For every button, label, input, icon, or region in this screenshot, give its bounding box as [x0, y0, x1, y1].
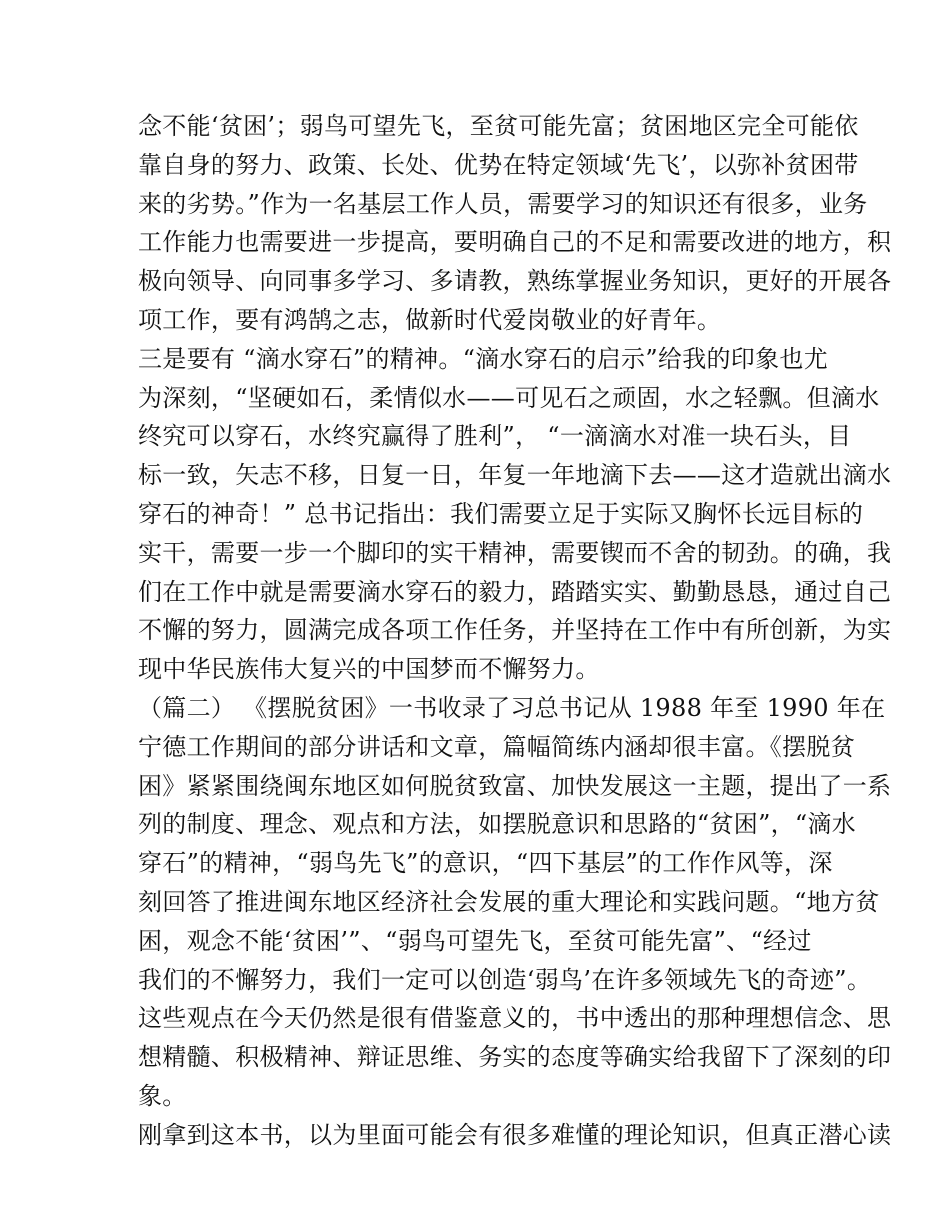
body-text [138, 107, 892, 1155]
text-line: 宁德工作期间的部分讲话和文章，篇幅简练内涵却很丰富。《摆脱贫 [138, 732, 855, 761]
text-line: 想精髓、积极精神、辩证思维、务实的态度等确实给我留下了深刻的印 [138, 1043, 892, 1072]
text-line: 穿石”的精神，“弱鸟先飞”的意识，“四下基层”的工作作风等，深 [138, 849, 833, 878]
text-line: 刻回答了推进闽东地区经济社会发展的重大理论和实践问题。“地方贫 [138, 887, 880, 916]
text-line: 这些观点在今天仍然是很有借鉴意义的，书中透出的那种理想信念、思 [138, 1004, 892, 1033]
text-line: 为深刻，“坚硬如石，柔情似水——可见石之顽固，水之轻飘。但滴水 [138, 383, 880, 412]
text-line: 项工作，要有鸿鹄之志，做新时代爱岗敬业的好青年。 [138, 305, 722, 334]
text-line: 们在工作中就是需要滴水穿石的毅力，踏踏实实、勤勤恳恳，通过自己 [138, 577, 892, 606]
text-line: 极向领导、向同事多学习、多请教，熟练掌握业务知识，更好的开展各 [138, 267, 892, 296]
text-line: 穿石的神奇！” 总书记指出：我们需要立足于实际又胸怀长远目标的 [138, 499, 864, 528]
text-line: 列的制度、理念、观点和方法，如摆脱意识和思路的“贫困”，“滴水 [138, 810, 857, 839]
text-line: 象。 [138, 1081, 187, 1110]
text-line: 现中华民族伟大复兴的中国梦而不懈努力。 [138, 655, 600, 684]
text-line: 来的劣势。”作为一名基层工作人员，需要学习的知识还有很多，业务 [138, 189, 868, 218]
text-line: 困》紧紧围绕闽东地区如何脱贫致富、加快发展这一主题，提出了一系 [138, 771, 892, 800]
text-line: 不懈的努力，圆满完成各项工作任务，并坚持在工作中有所创新，为实 [138, 616, 892, 645]
text-line: 念不能‘贫困’；弱鸟可望先飞，至贫可能先富；贫困地区完全可能依 [138, 112, 859, 140]
text-line: 实干，需要一步一个脚印的实干精神，需要锲而不舍的韧劲。的确，我 [138, 538, 892, 567]
text-line: （篇二） 《摆脱贫困》一书收录了习总书记从 1988 年至 1990 年在 [138, 693, 886, 722]
text-line: 困，观念不能‘贫困’”、“弱鸟可望先飞，至贫可能先富”、“经过 [138, 926, 812, 955]
text-line: 三是要有 “滴水穿石”的精神。“滴水穿石的启示”给我的印象也尤 [138, 344, 829, 373]
text-line: 我们的不懈努力，我们一定可以创造‘弱鸟’在许多领域先飞的奇迹”。 [138, 965, 872, 994]
text-line: 刚拿到这本书，以为里面可能会有很多难懂的理论知识，但真正潜心读 [138, 1120, 892, 1149]
text-line: 工作能力也需要进一步提高，要明确自己的不足和需要改进的地方，积 [138, 228, 892, 257]
text-line: 靠自身的努力、政策、长处、优势在特定领域‘先飞’，以弥补贫困带 [138, 150, 859, 179]
text-line: 终究可以穿石，水终究赢得了胜利”， “一滴滴水对准一块石头，目 [138, 422, 852, 451]
text-line: 标一致，矢志不移，日复一日，年复一年地滴下去——这才造就出滴水 [138, 461, 892, 490]
